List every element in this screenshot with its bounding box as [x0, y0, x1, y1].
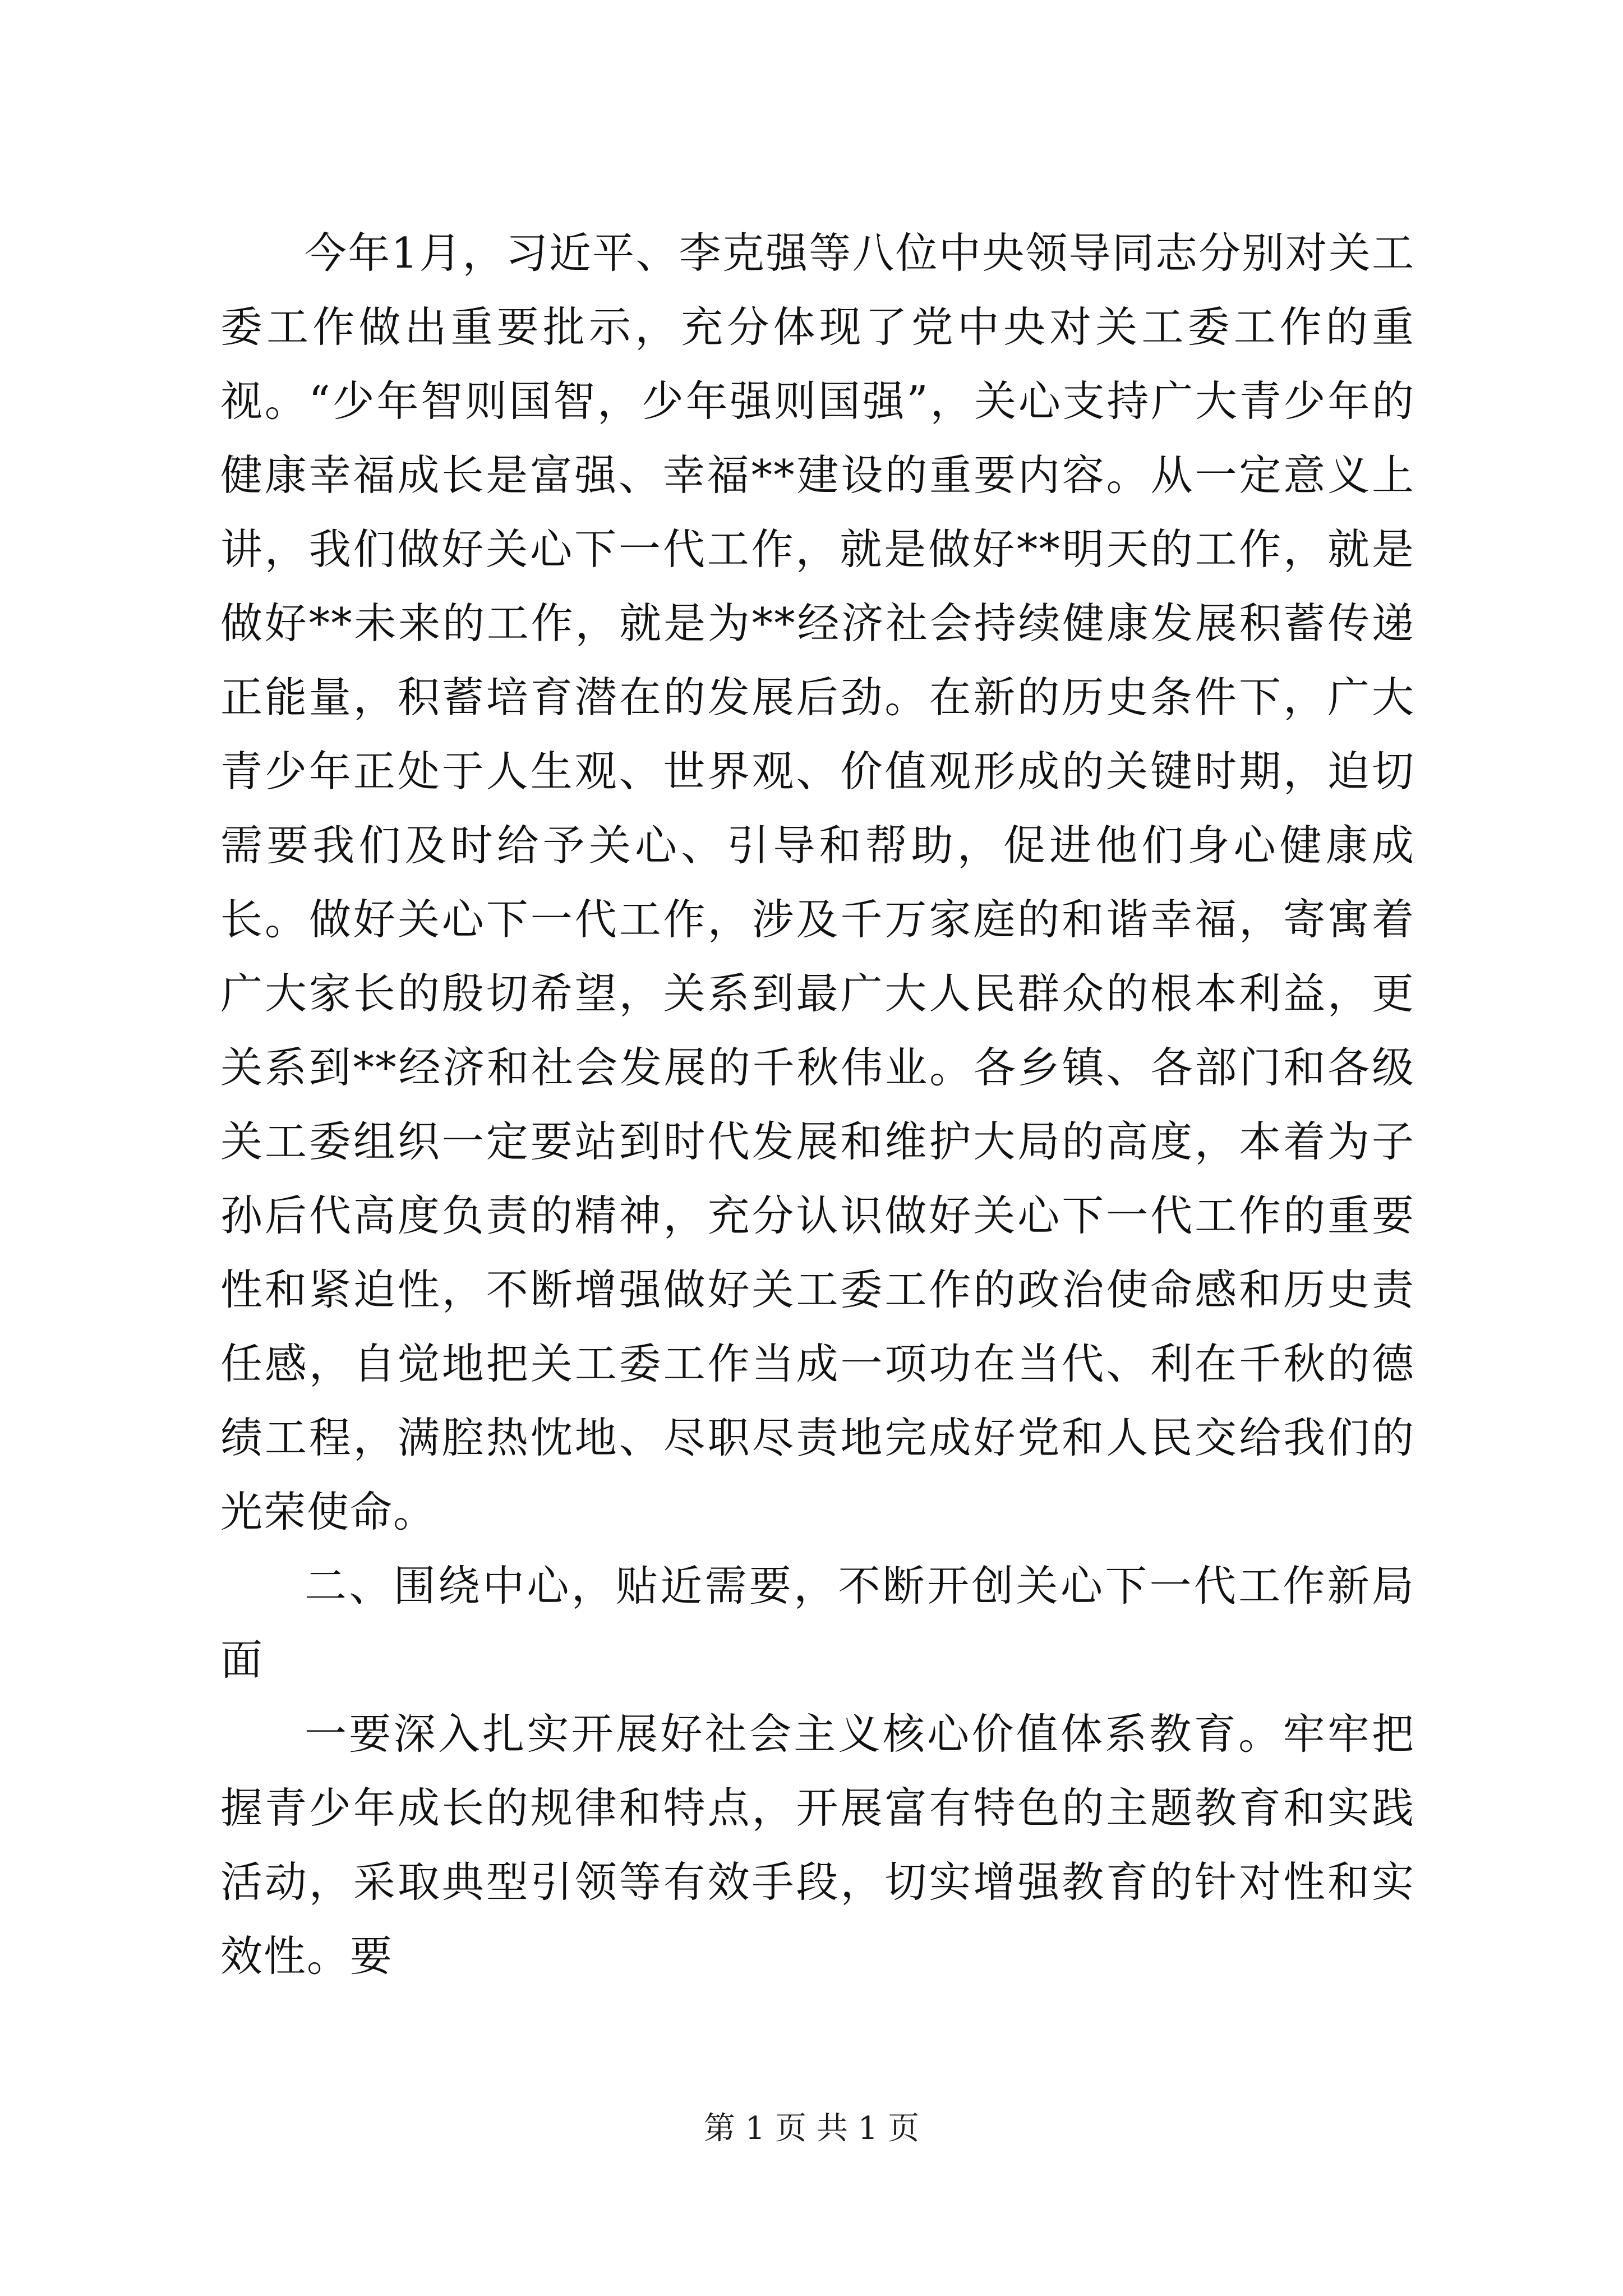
section-heading: 二、围绕中心，贴近需要，不断开创关心下一代工作新局面 — [220, 1561, 1415, 1685]
document-body — [220, 216, 1415, 1993]
paragraph-education: 一要深入扎实开展好社会主义核心价值体系教育。牢牢把握青少年成长的规律和特点，开展富有特色的主题教育和实践活动，采取典型引领等有效手段，切实增强教育的针对性和实效性。要 — [220, 1709, 1415, 1981]
page-number-footer: 第 1 页 共 1 页 — [703, 2110, 920, 2147]
paragraph-intro: 今年1月，习近平、李克强等八位中央领导同志分别对关工委工作做出重要批示，充分体现了党中央对关工委工作的重视。“少年智则国智，少年强则国强”，关心支持广大青少年的健康幸福成长是富强、幸福**建设的重要内容。从一定意义上讲，我们做好关心下一代工作，就是做好**明天的工作，就是做好**未来的工作，就是为**经济社会持续健康发展积蓄传递正能量，积蓄培育潜在的发展后劲。在新的历史条件下，广大青少年正处于人生观、世界观、价值观形成的关键时期，迫切需要我们及时给予关心、引导和帮助，促进他们身心健康成长。做好关心下一代工作，涉及千万家庭的和谐幸福，寄寓着广大家长的殷切希望，关系到最广大人民群众的根本利益，更关系到**经济和社会发展的千秋伟业。各乡镇、各部门和各级关工委组织一定要站到时代发展和维护大局的高度，本着为子孙后代高度负责的精神，充分认识做好关心下一代工作的重要性和紧迫性，不断增强做好关工委工作的政治使命感和历史责任感，自觉地把关工委工作当成一项功在当代、利在千秋的德绩工程，满腔热忱地、尽职尽责地完成好党和人民交给我们的光荣使命。 — [220, 228, 1415, 1536]
